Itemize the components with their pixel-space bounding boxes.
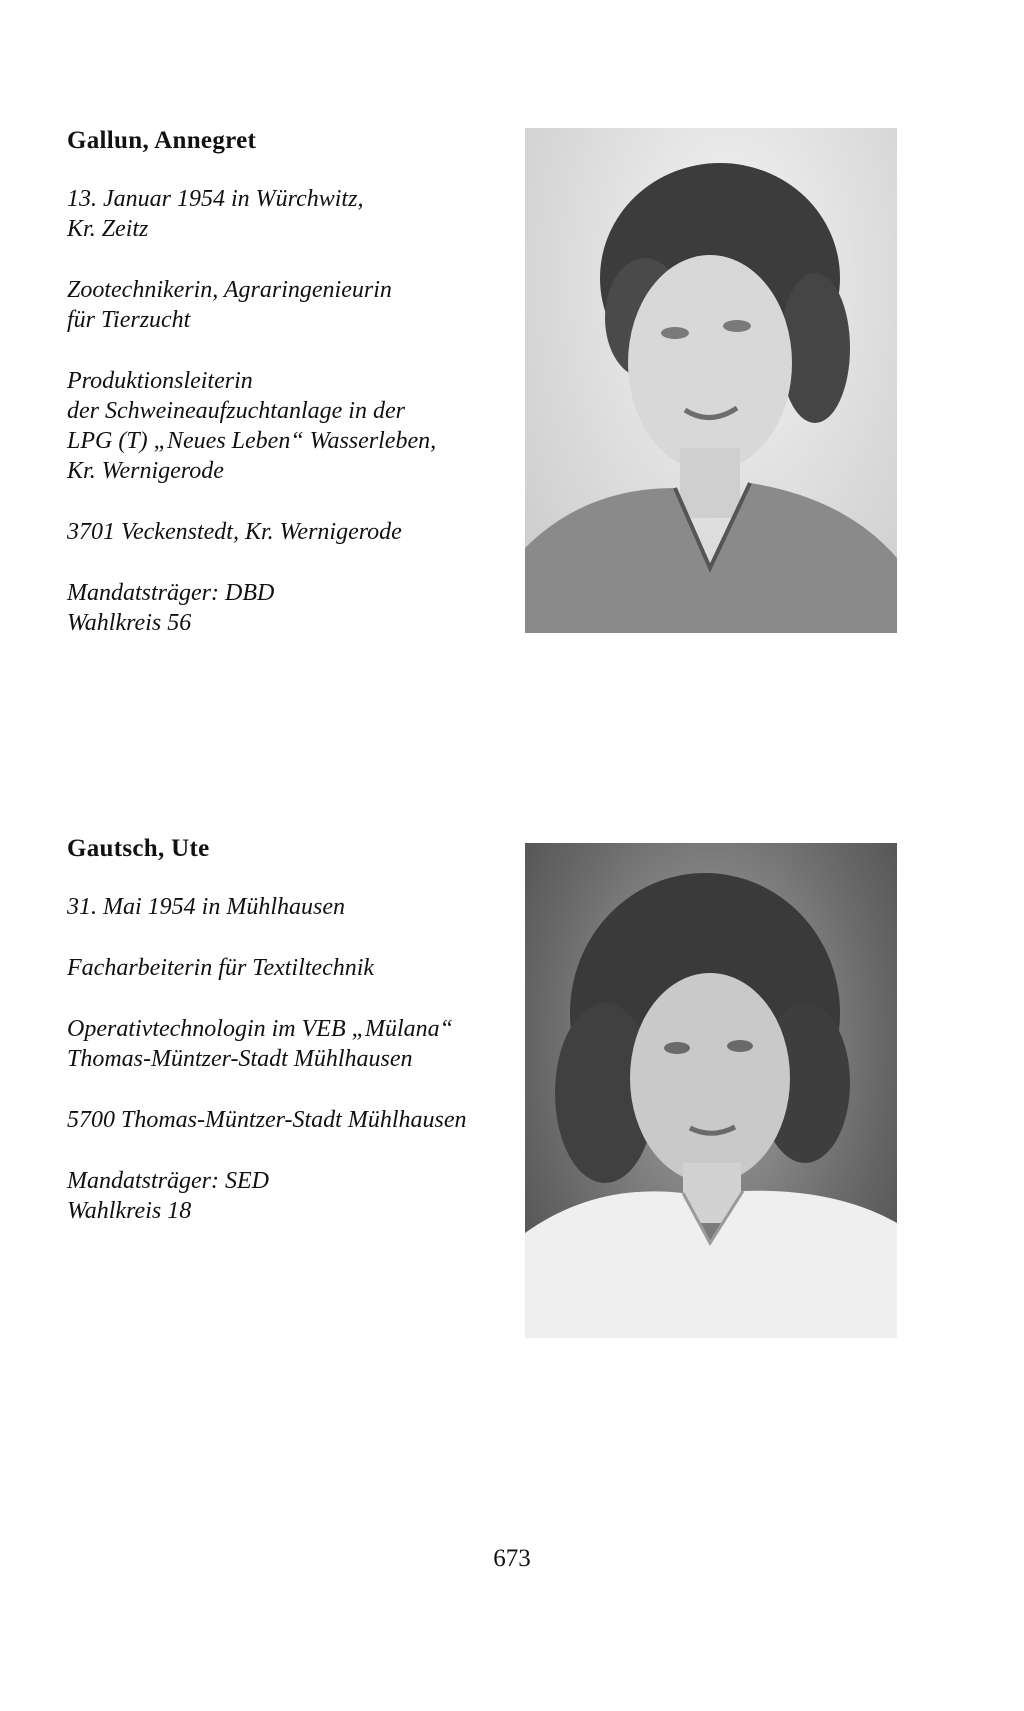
text-line: für Tierzucht — [67, 307, 191, 333]
entry-gallun — [67, 126, 507, 669]
text-line: Operativtechnologin im VEB „Mülana“ — [67, 1016, 453, 1042]
text-line: 5700 Thomas-Müntzer-Stadt Mühlhausen — [67, 1107, 467, 1133]
text-line: Thomas-Müntzer-Stadt Mühlhausen — [67, 1046, 413, 1072]
text-line: Produktionsleiterin — [67, 368, 253, 394]
entry-training — [67, 275, 507, 335]
text-line: der Schweineaufzuchtanlage in der — [67, 398, 405, 424]
entry-mandate — [67, 1166, 507, 1226]
entry-name: Gautsch, Ute — [67, 835, 210, 862]
text-line: Mandatsträger: DBD — [67, 580, 275, 606]
entry-birth — [67, 184, 507, 244]
entry-training — [67, 953, 507, 983]
portrait-photo-gautsch — [525, 843, 897, 1338]
portrait-illustration — [525, 128, 897, 633]
page-number: 673 — [493, 1545, 531, 1572]
text-line: Wahlkreis 56 — [67, 610, 192, 636]
entry-position — [67, 1014, 507, 1074]
entry-address — [67, 517, 507, 547]
portrait-illustration — [525, 843, 897, 1338]
entry-mandate — [67, 578, 507, 638]
text-line: Kr. Wernigerode — [67, 458, 224, 484]
text-line: 3701 Veckenstedt, Kr. Wernigerode — [67, 519, 402, 545]
text-line: Mandatsträger: SED — [67, 1168, 269, 1194]
text-line: Zootechnikerin, Agraringenieurin — [67, 277, 392, 303]
portrait-photo-gallun — [525, 128, 897, 633]
entry-address — [67, 1105, 507, 1135]
text-line: 31. Mai 1954 in Mühlhausen — [67, 894, 345, 920]
text-line: Wahlkreis 18 — [67, 1198, 192, 1224]
text-line: Kr. Zeitz — [67, 216, 149, 242]
text-line: Facharbeiterin für Textiltechnik — [67, 955, 375, 981]
text-line: 13. Januar 1954 in Würchwitz, — [67, 186, 364, 212]
entry-position — [67, 366, 507, 486]
entry-birth — [67, 892, 507, 922]
entry-gautsch — [67, 834, 507, 1257]
entry-name: Gallun, Annegret — [67, 127, 257, 154]
text-line: LPG (T) „Neues Leben“ Wasserleben, — [67, 428, 437, 454]
